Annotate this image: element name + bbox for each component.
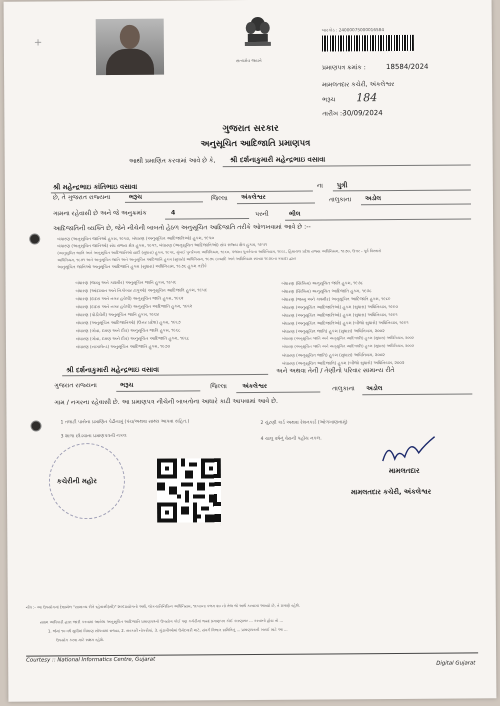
act-left: બંધારણ (અનુસૂચિત આદિજાતિઓ) (ઉત્તર પ્રદેશ) હુકમ, ૧૯૬૭ [75, 319, 181, 326]
act-right: બંધારણ (સિક્કિમ) અનુસૂચિત જાતિ હુકમ, ૧૯૭૮ [281, 280, 364, 286]
doc-item: 1 તલાટી પાસેના પ્રમાણિત પેઢીનામું (પંચ/અથવા સાથ્ય આપવા સહિત.) [60, 419, 190, 426]
date: 30/09/2024 [342, 109, 383, 118]
village2-name: અડોલ [366, 385, 383, 393]
underline [125, 201, 203, 203]
acts-line: (અનુસૂચિત જાતિ અને અનુસૂચિત આદિજાતિઓ યાદી (સુધારા) હુકમ, ૧૯૫૬, મુંબઈ પુનર્રચના અધિનિયમ, ૧૯૬૦, પંજાબ પુનર્રચના અધિનિયમ, ૧૯૬૬, હિમાચલ પ્રદેશ રાજ્ય અધિનિયમ, ૧૯૭૦, ઉત્તર - પૂર્વ વિસ્તારો [57, 248, 382, 256]
act-right: બંધારણ (અનુસૂચિત જાતિ) હુકમ (સુધારા) અધિનિયમ, ૨૦૦૨ [281, 328, 385, 334]
act-left: બંધારણ (જમ્મુ અને કાશ્મીર) અનુસૂચિત જાતિ હુકમ, ૧૯૫૬ [75, 279, 177, 286]
doc-item: 3 શાળા છોડવાના પ્રમાણપત્રની નકલ [60, 433, 127, 440]
act-right: બંધારણ (સિક્કિમ) અનુસૂચિત આદિજાતિ હુકમ, ૧૯૭૮ [281, 288, 372, 294]
punch-hole [29, 233, 40, 244]
act-right: બંધારણ (અનુસૂચિત જાતિ અને અનુસૂચિત આદિજાતિ) હુકમ (સુધારા) અધિનિયમ, ૨૦૦૨ [281, 343, 414, 349]
holder-name: શ્રી દર્શનાકુમારી મહેન્દ્રભાઇ વસાવા [229, 155, 326, 165]
intro-text: આથી પ્રમાણિત કરવામાં આવે છે કે, [128, 157, 216, 165]
acts-line: અધિનિયમ, ૧૯૭૧ અને અનુસૂચિત જાતિ અને અનુસૂચિત આદિજાતિ હુકમ (સુધારો) અધિનિયમ, ૧૯૭૬ ઇત્યાદિ અને અધિનિયમ સંખ્યા ૧૯૭૬ના કાયદા દ્વારા [57, 255, 296, 263]
act-right: બંધારણ (અનુસૂચિત આદિજાતિઓ) હુકમ (સુધારા) અધિનિયમ, ૧૯૯૧ [281, 311, 398, 318]
footer-divider [26, 652, 478, 656]
office-name: મામલતદાર કચેરી, અંકલેશ્વર [322, 80, 395, 89]
underline [116, 390, 200, 392]
taluka2-name: અંકલેશ્વર [242, 382, 268, 391]
cert-no-label: પ્રમાણપત્ર ક્રમાંક : [322, 64, 366, 72]
courtesy-text: Courtesy :: National Informatics Centre, Gujarat [26, 656, 156, 664]
act-right: બંધારણ (અનુસૂચિત આદિજાતિઓ) હુકમ (બીજો સુધારો) અધિનિયમ, ૧૯૯૧ [281, 319, 409, 326]
act-right: બંધારણ (અનુસૂચિત આદિજાતિ) હુકમ (બીજો સુધારો) અધિનિયમ, ૨૦૦૨ [282, 359, 405, 366]
family-label: અને અથવા તેની / તેણીનો પરિવાર સામાન્ય રીતે [276, 366, 395, 375]
emblem-caption: સત્યમેવ જયતે [235, 57, 262, 64]
qr-code [157, 458, 221, 522]
tribe-label: પરની [255, 210, 269, 218]
state-district: ભરૂચ [128, 193, 143, 201]
digital-gujarat-text: Digital Gujarat [436, 660, 476, 667]
signatory: મામલતદાર [388, 466, 420, 476]
act-left: બંધારણ (આંદામાન અને નિકોબાર ટાપુઓ) અનુસૂચિત આદિજાતિ હુકમ, ૧૯૫૯ [75, 287, 208, 294]
seal-label: કચેરીની મહોર [56, 477, 97, 486]
taluka2-label: તાલુકાના [332, 385, 355, 393]
act-left: બંધારણ (દાદરા અને નગર હવેલી) અનુસૂચિત જાતિ હુકમ, ૧૯૬૨ [75, 295, 184, 302]
village-name: અડોલ [364, 195, 382, 203]
note-line: ઉપયોગ કરવા માટે સક્ષમ રહેશે. [56, 637, 105, 643]
docs-intro: ગામ / નગરના રહેવાસી છે. આ પ્રમાણપત્ર નીચેની બાબતોના આધારે કાઢી આપવામાં આવે છે. [54, 397, 278, 407]
underline [361, 203, 471, 205]
parent-name: શ્રી મહેન્દ્રભાઇ કાંતિભાઇ વસાવા [52, 182, 138, 192]
act-right: બંધારણ (અનુસૂચિત આદિજાતિઓ) હુકમ (સુધારા) અધિનિયમ, ૧૯૯૦ [281, 303, 399, 310]
barcode-number: બારકોડ : 24000075000016584 [321, 27, 385, 33]
signature [379, 435, 439, 469]
acts-line: અનુસૂચિત જાતિઓ અનુસૂચિત આદિજાતિ હુકમ (સુધારા) અધિનિયમ, ૧૯૭૬ હુકમ તરીકે [57, 263, 207, 270]
title-line2: અનુસૂચિત આદિજાતિ પ્રમાણપત્ર [200, 138, 311, 150]
act-right: બંધારણ (અનુસૂચિત જાતિ) હુકમ (સુધારા) અધિનિયમ, ૨૦૦૨ [282, 352, 385, 358]
district-label: ભરૂચ [322, 96, 336, 104]
act-left: બંધારણ (નાગાલેન્ડ) અનુસૂચિત આદિજાતિ હુકમ, ૧૯૭૦ [75, 343, 171, 350]
act-right: બંધારણ (જમ્મુ અને કાશ્મીર) અનુસૂચિત આદિજાતિ હુકમ, ૧૯૮૯ [281, 296, 391, 302]
act-left: બંધારણ (ગોવા, દમણ અને દીવ) અનુસૂચિત જાતિ હુકમ, ૧૯૬૮ [75, 327, 181, 334]
residents-label: ગામના રહેવાસી છે અને જે અનુક્રમાંક [53, 209, 147, 218]
doc-item: 2 ચુંટણી કાર્ડ અથવા રેશનકાર્ડ (ઓળખાણનામું) [260, 420, 348, 426]
underline [236, 392, 320, 394]
national-emblem-icon [240, 14, 276, 58]
doc-item: 4 ચાલુ વર્ષનું વેરાની પહોંચ નકલ. [260, 436, 322, 442]
acts-line: બંધારણ (અનુસૂચિત જાતિઓ) સંઘ રાજ્ય ક્ષેત્ર હુકમ, ૧૯૫૧, બંધારણ (અનુસૂચિત આદિજાતિઓ) સંઘ રાજ્ય ક્ષેત્ર હુકમ, ૧૯૫૧ [57, 241, 268, 249]
taluka-label: તાલુકાના [328, 196, 352, 204]
underline [237, 203, 315, 205]
act-right: બંધારણ (અનુસૂચિત જાતિ અને અનુસૂચિત આદિજાતિ) હુકમ (સુધારા) અધિનિયમ, ૨૦૦૨ [281, 335, 414, 341]
state2-label: ગુજરાત રાજ્યના [54, 382, 97, 390]
state-label: છે, તે ગુજરાત રાજ્યના [52, 193, 111, 202]
acts-line: બંધારણ (અનુસૂચિત જાતિઓ હુકમ, ૧૯૫૦, બંધારણ (અનુસૂચિત આદિજાતિઓ) હુકમ, ૧૯૫૦ [57, 235, 214, 242]
serial-number: 4 [171, 209, 176, 217]
underline [62, 374, 268, 376]
signatory-office: મામલતદાર કચેરી, અંકલેશ્વર [350, 487, 432, 497]
handwritten-number: 184 [356, 91, 378, 105]
underline [333, 189, 471, 191]
note-line: સક્ષમ અધિકારી દ્વારા જારી કરવામાં આવેલા અનુસૂચિત આદિજાતિ પ્રમાણપત્રનો ઉપયોગ કોઈ પણ કચેરીમાં જ્યાં પ્રમાણપત્ર કોઈ કારણસર ... કરવાનો હોય તો ... [39, 617, 284, 625]
applicant-photo [96, 19, 164, 75]
underline [165, 218, 249, 220]
date-label: તારીખ :- [322, 110, 345, 118]
note-line: 1. જેમાં ૧૦ વર્ષ સુધીમાં વિમાણ સોંપવામાં રાજ્ય, 2. સરકારી નોકરીમાં, 3. મુંડામીઓમાં ઉમેદવારી માટે, સંવર્ગ વિભાગ સમિતિનું ... પ્રમાણપત્રની ખરાઈ માટે આ ... [47, 626, 288, 634]
punch-hole [30, 420, 41, 431]
cert-no: 18584/2024 [386, 62, 429, 72]
underline [362, 393, 472, 395]
holder-name-2: શ્રી દર્શનાકુમારી મહેન્દ્રભાઇ વસાવા [66, 365, 160, 375]
underline [285, 218, 471, 220]
taluka-name: અંકલેશ્વર [240, 193, 266, 202]
tribe-name: ભીલ [289, 210, 301, 218]
district-label-2: જિલ્લા [210, 195, 228, 203]
barcode [322, 35, 414, 52]
act-left: બંધારણ (દાદરા અને નગર હવેલી) અનુસૂચિત આદિજાતિ હુકમ, ૧૯૬૨ [75, 303, 193, 310]
relation: પુત્રી [336, 181, 348, 190]
district2-label: જિલ્લા [210, 383, 227, 391]
na-text: ના [316, 182, 324, 190]
state2-district: ભરૂચ [120, 381, 134, 389]
note-line: નોંધ :- આ ઉપયોગમાં દેશાયેલ "સામાન્ય રીતે રહેવાસી(સી)" શબ્દપ્રયોગનો અર્થ, લોક-પ્રતિનિધિત્વ અધિનિયમ, ૧૯૫૦ના કલમ ૨૦ નો તેજ જે અર્થ કરવામાં આવ્યો છે, તે પ્રમાણે રહેશે. [25, 602, 301, 610]
act-left: બંધારણ (ગોવા, દમણ અને દીવ) અનુસૂચિત આદિજાતિ હુકમ, ૧૯૬૮ [75, 335, 190, 342]
tribe-sentence: આદિજાતિની વ્યક્તિ છે, જેને નીચેની બાબતો હેઠળ અનુસૂચિત આદિજાતિ તરીકે ઓળખવામાં આવે છે :-- [53, 223, 311, 233]
certificate-page [4, 0, 497, 702]
title-line1: ગુજરાત સરકાર [222, 123, 279, 135]
staple-mark: + [33, 37, 43, 49]
act-left: બંધારણ (પોંડીચેરી) અનુસૂચિત જાતિ હુકમ, ૧૯૬૪ [75, 311, 159, 318]
